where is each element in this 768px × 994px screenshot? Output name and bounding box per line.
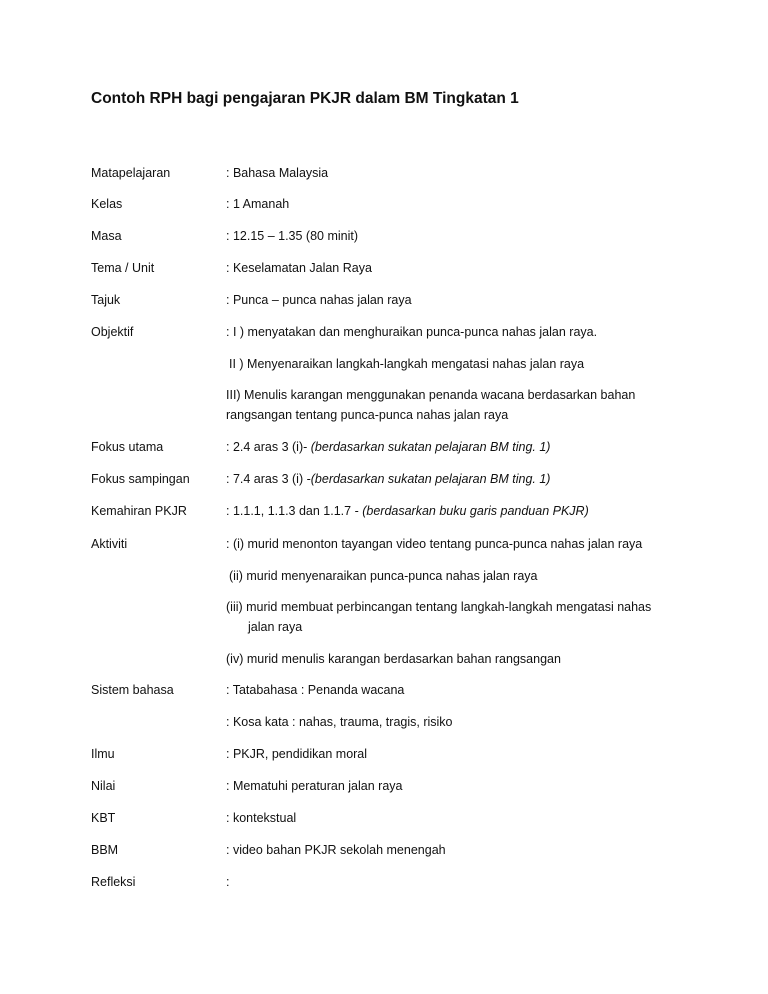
value-fokus-sampingan — [226, 472, 550, 486]
value-kelas: : 1 Amanah — [226, 197, 290, 211]
aktiviti-item-1: : (i) murid menonton tayangan video tentang punca-punca nahas jalan raya — [226, 537, 643, 551]
fokus-sampingan-note: (berdasarkan sukatan pelajaran BM ting. 1) — [310, 472, 551, 486]
aktiviti-item-2: (ii) murid menyenaraikan punca-punca nahas jalan raya — [229, 569, 538, 583]
sistem-bahasa-item-2: : Kosa kata : nahas, trauma, tragis, risiko — [226, 715, 453, 729]
value-kemahiran-pkjr — [226, 504, 589, 518]
value-matapelajaran: : Bahasa Malaysia — [226, 166, 329, 180]
value-tema-unit: : Keselamatan Jalan Raya — [226, 261, 372, 275]
label-refleksi: Refleksi — [91, 875, 136, 889]
objektif-item-1: : I ) menyatakan dan menghuraikan punca-punca nahas jalan raya. — [226, 325, 598, 339]
label-fokus-sampingan: Fokus sampingan — [91, 472, 190, 486]
value-fokus-utama — [226, 440, 550, 454]
value-bbm: : video bahan PKJR sekolah menengah — [226, 843, 446, 857]
document-title: Contoh RPH bagi pengajaran PKJR dalam BM Tingkatan 1 — [91, 90, 519, 107]
value-tajuk: : Punca – punca nahas jalan raya — [226, 293, 412, 307]
fokus-sampingan-text: : 7.4 aras 3 (i) - — [226, 472, 311, 486]
label-aktiviti: Aktiviti — [91, 537, 128, 551]
label-sistem-bahasa: Sistem bahasa — [91, 683, 174, 697]
value-nilai: : Mematuhi peraturan jalan raya — [226, 779, 403, 793]
objektif-item-3: III) Menulis karangan menggunakan penanda wacana berdasarkan bahan — [226, 388, 636, 402]
label-bbm: BBM — [91, 843, 119, 857]
label-masa: Masa — [91, 229, 122, 243]
value-ilmu: : PKJR, pendidikan moral — [226, 747, 368, 761]
label-nilai: Nilai — [91, 779, 116, 793]
objektif-item-3-cont: rangsangan tentang punca-punca nahas jalan raya — [226, 408, 509, 422]
label-objektif: Objektif — [91, 325, 134, 339]
fokus-utama-note: (berdasarkan sukatan pelajaran BM ting. 1) — [310, 440, 551, 454]
fokus-utama-text: : 2.4 aras 3 (i)- — [226, 440, 311, 454]
label-fokus-utama: Fokus utama — [91, 440, 164, 454]
label-kemahiran-pkjr: Kemahiran PKJR — [91, 504, 187, 518]
aktiviti-item-3: (iii) murid membuat perbincangan tentang langkah-langkah mengatasi nahas — [226, 600, 652, 614]
objektif-item-2: II ) Menyenaraikan langkah-langkah mengatasi nahas jalan raya — [229, 357, 585, 371]
aktiviti-item-4: (iv) murid menulis karangan berdasarkan bahan rangsangan — [226, 652, 561, 666]
label-tajuk: Tajuk — [91, 293, 121, 307]
value-masa: : 12.15 – 1.35 (80 minit) — [226, 229, 359, 243]
label-tema-unit: Tema / Unit — [91, 261, 155, 275]
label-kelas: Kelas — [91, 197, 123, 211]
aktiviti-item-3-cont: jalan raya — [248, 620, 303, 634]
kemahiran-note: (berdasarkan buku garis panduan PKJR) — [362, 504, 589, 518]
label-ilmu: Ilmu — [91, 747, 115, 761]
label-matapelajaran: Matapelajaran — [91, 166, 171, 180]
kemahiran-text: : 1.1.1, 1.1.3 dan 1.1.7 - — [226, 504, 363, 518]
value-refleksi: : — [226, 875, 230, 889]
value-kbt: : kontekstual — [226, 811, 297, 825]
label-kbt: KBT — [91, 811, 116, 825]
sistem-bahasa-item-1: : Tatabahasa : Penanda wacana — [226, 683, 405, 697]
